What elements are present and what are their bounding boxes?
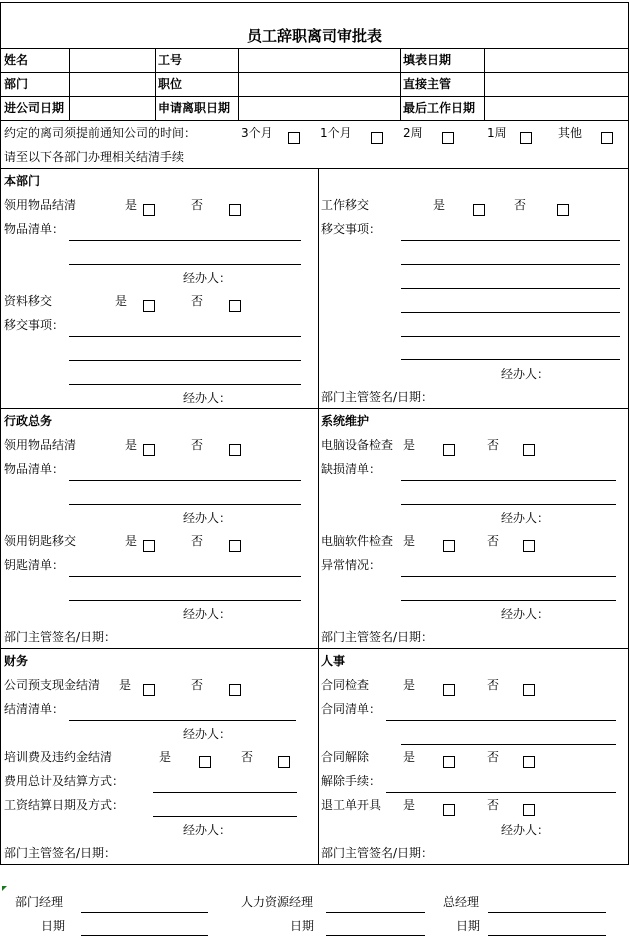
own-transfer-line1[interactable] [69,336,301,337]
yes-label: 是 [403,750,416,764]
emp-no-label: 工号 [158,53,183,67]
own-goods-list-label: 物品清单： [4,222,65,236]
it-hw-yes-checkbox[interactable] [443,444,455,456]
own-goods-list-line2[interactable] [69,264,301,265]
yes-label: 是 [403,678,416,692]
it-damage-line2[interactable] [401,504,616,505]
notice-opt-other: 其他 [558,126,583,140]
handler-label: 经办人： [183,511,232,525]
finance-title: 财务 [4,654,29,668]
hr-mgr-sign-line[interactable] [326,912,425,913]
it-sw-check-label: 电脑软件检查 [321,534,394,548]
footer-gm-label: 总经理 [443,895,480,909]
mgr-sign-label: 部门主管签名/日期： [321,630,434,644]
work-transfer-yes-checkbox[interactable] [473,204,485,216]
handler-label: 经办人： [183,271,232,285]
no-label: 否 [191,678,204,692]
work-items-line1[interactable] [401,240,620,241]
hr-contract-yes-checkbox[interactable] [443,684,455,696]
gm-sign-line[interactable] [488,912,606,913]
admin-title: 行政总务 [4,414,53,428]
handler-label: 经办人： [183,727,232,741]
fill-date-label: 填表日期 [403,53,452,67]
handler-label: 经办人： [501,823,550,837]
mgr-sign-label: 部门主管签名/日期： [4,846,117,860]
yes-label: 是 [159,750,172,764]
notice-3m-checkbox[interactable] [288,132,300,144]
handler-label: 经办人： [183,823,232,837]
it-abnormal-line2[interactable] [401,600,616,601]
admin-goods-list-label: 物品清单： [4,462,65,476]
it-abnormal-line1[interactable] [401,576,616,577]
hr-contract-line1[interactable] [386,720,616,721]
yes-label: 是 [403,438,416,452]
work-items-line6[interactable] [401,359,620,360]
own-data-transfer-label: 资料移交 [4,294,53,308]
hr-end-no-checkbox[interactable] [523,756,535,768]
notice-opt-1m: 1个月 [320,126,352,140]
hr-contract-no-checkbox[interactable] [523,684,535,696]
admin-goods-no-checkbox[interactable] [229,444,241,456]
fin-penalty-yes-checkbox[interactable] [199,756,211,768]
footer-date-label: 日期 [290,919,315,933]
own-transfer-line2[interactable] [69,360,301,361]
notice-opt-2w: 2周 [403,126,423,140]
no-label: 否 [191,198,204,212]
handler-label: 经办人： [183,391,232,405]
no-label: 否 [191,294,204,308]
handler-label: 经办人： [183,607,232,621]
footer-date-label: 日期 [456,919,481,933]
hr-title: 人事 [321,654,346,668]
yes-label: 是 [433,198,446,212]
admin-key-no-checkbox[interactable] [229,540,241,552]
name-label: 姓名 [4,53,29,67]
last-day-label: 最后工作日期 [403,101,476,115]
dept-mgr-date-line[interactable] [81,935,208,936]
it-sw-yes-checkbox[interactable] [443,540,455,552]
no-label: 否 [487,534,500,548]
instruction-text: 请至以下各部门办理相关结清手续 [4,150,185,164]
mgr-sign-label: 部门主管签名/日期： [321,846,434,860]
no-label: 否 [487,438,500,452]
footer-dept-mgr-label: 部门经理 [15,895,64,909]
hr-contract-end-label: 合同解除 [321,750,370,764]
corner-marker [2,886,7,891]
hr-contract-list-label: 合同清单： [321,702,382,716]
work-items-line4[interactable] [401,312,620,313]
it-sw-no-checkbox[interactable] [523,540,535,552]
hr-mgr-date-line[interactable] [326,935,425,936]
handler-label: 经办人： [501,607,550,621]
own-dept-title: 本部门 [4,174,41,188]
work-items-line5[interactable] [401,336,620,337]
notice-2w-checkbox[interactable] [442,132,454,144]
work-items-line3[interactable] [401,288,620,289]
notice-opt-3m: 3个月 [241,126,273,140]
own-goods-list-line1[interactable] [69,240,301,241]
form-title: 员工辞职离司审批表 [246,27,382,45]
admin-key-yes-checkbox[interactable] [143,540,155,552]
mgr-sign-label: 部门主管签名/日期： [4,630,117,644]
fin-cash-no-checkbox[interactable] [229,684,241,696]
admin-key-list-label: 钥匙清单： [4,558,65,572]
own-goods-yes-checkbox[interactable] [143,204,155,216]
admin-goods-line1[interactable] [69,480,301,481]
own-transfer-items-label: 移交事项： [4,318,65,332]
notice-opt-1w: 1周 [487,126,507,140]
hr-end-procedure-line[interactable] [386,792,616,793]
gm-date-line[interactable] [488,935,606,936]
yes-label: 是 [125,198,138,212]
own-goods-settle-label: 领用物品结清 [4,198,77,212]
work-items-line2[interactable] [401,264,620,265]
admin-key-transfer-label: 领用钥匙移交 [4,534,77,548]
fin-settle-line1[interactable] [69,720,296,721]
fin-cash-settle-label: 公司预支现金结清 [4,678,101,692]
admin-key-line2[interactable] [69,600,301,601]
no-label: 否 [487,798,500,812]
fin-settle-list-label: 结清清单： [4,702,65,716]
fin-cash-yes-checkbox[interactable] [143,684,155,696]
no-label: 否 [191,438,204,452]
hr-end-procedure-label: 解除手续： [321,774,382,788]
yes-label: 是 [403,534,416,548]
footer-hr-mgr-label: 人力资源经理 [241,895,314,909]
fin-fee-method-line[interactable] [153,792,297,793]
yes-label: 是 [115,294,128,308]
fin-penalty-no-checkbox[interactable] [278,756,290,768]
own-data-yes-checkbox[interactable] [143,300,155,312]
work-items-label: 移交事项： [321,222,382,236]
work-transfer-label: 工作移交 [321,198,370,212]
yes-label: 是 [403,798,416,812]
join-date-label: 进公司日期 [4,101,65,115]
notice-1w-checkbox[interactable] [520,132,532,144]
hr-leave-no-checkbox[interactable] [523,804,535,816]
it-damage-line1[interactable] [401,480,616,481]
admin-goods-yes-checkbox[interactable] [143,444,155,456]
handler-label: 经办人： [501,367,550,381]
fin-salary-method-line[interactable] [153,816,297,817]
hr-leave-yes-checkbox[interactable] [443,804,455,816]
fin-salary-method-label: 工资结算日期及方式： [4,798,125,812]
supervisor-label: 直接主管 [403,77,452,91]
notice-label: 约定的离司须提前通知公司的时间： [4,126,197,140]
no-label: 否 [191,534,204,548]
dept-label: 部门 [4,77,29,91]
position-label: 职位 [158,77,183,91]
notice-1m-checkbox[interactable] [371,132,383,144]
it-title: 系统维护 [321,414,370,428]
it-damage-label: 缺损清单： [321,462,382,476]
own-goods-no-checkbox[interactable] [229,204,241,216]
work-transfer-no-checkbox[interactable] [557,204,569,216]
admin-key-line1[interactable] [69,576,301,577]
fin-penalty-label: 培训费及违约金结清 [4,750,113,764]
no-label: 否 [514,198,527,212]
yes-label: 是 [119,678,132,692]
it-abnormal-label: 异常情况： [321,558,382,572]
fin-fee-method-label: 费用总计及结算方式： [4,774,125,788]
apply-date-label: 申请离职日期 [158,101,231,115]
yes-label: 是 [125,438,138,452]
own-transfer-line3[interactable] [69,384,301,385]
yes-label: 是 [125,534,138,548]
hr-contract-check-label: 合同检查 [321,678,370,692]
notice-other-checkbox[interactable] [601,132,613,144]
hr-end-yes-checkbox[interactable] [443,756,455,768]
own-data-no-checkbox[interactable] [229,300,241,312]
no-label: 否 [241,750,254,764]
hr-contract-line2[interactable] [401,744,616,745]
hr-leave-form-label: 退工单开具 [321,798,382,812]
no-label: 否 [487,678,500,692]
handler-label: 经办人： [501,511,550,525]
it-hw-no-checkbox[interactable] [523,444,535,456]
admin-goods-line2[interactable] [69,504,301,505]
it-hw-check-label: 电脑设备检查 [321,438,394,452]
mgr-sign-label: 部门主管签名/日期： [321,390,434,404]
admin-goods-settle-label: 领用物品结清 [4,438,77,452]
no-label: 否 [487,750,500,764]
footer-date-label: 日期 [41,919,66,933]
dept-mgr-sign-line[interactable] [81,912,208,913]
